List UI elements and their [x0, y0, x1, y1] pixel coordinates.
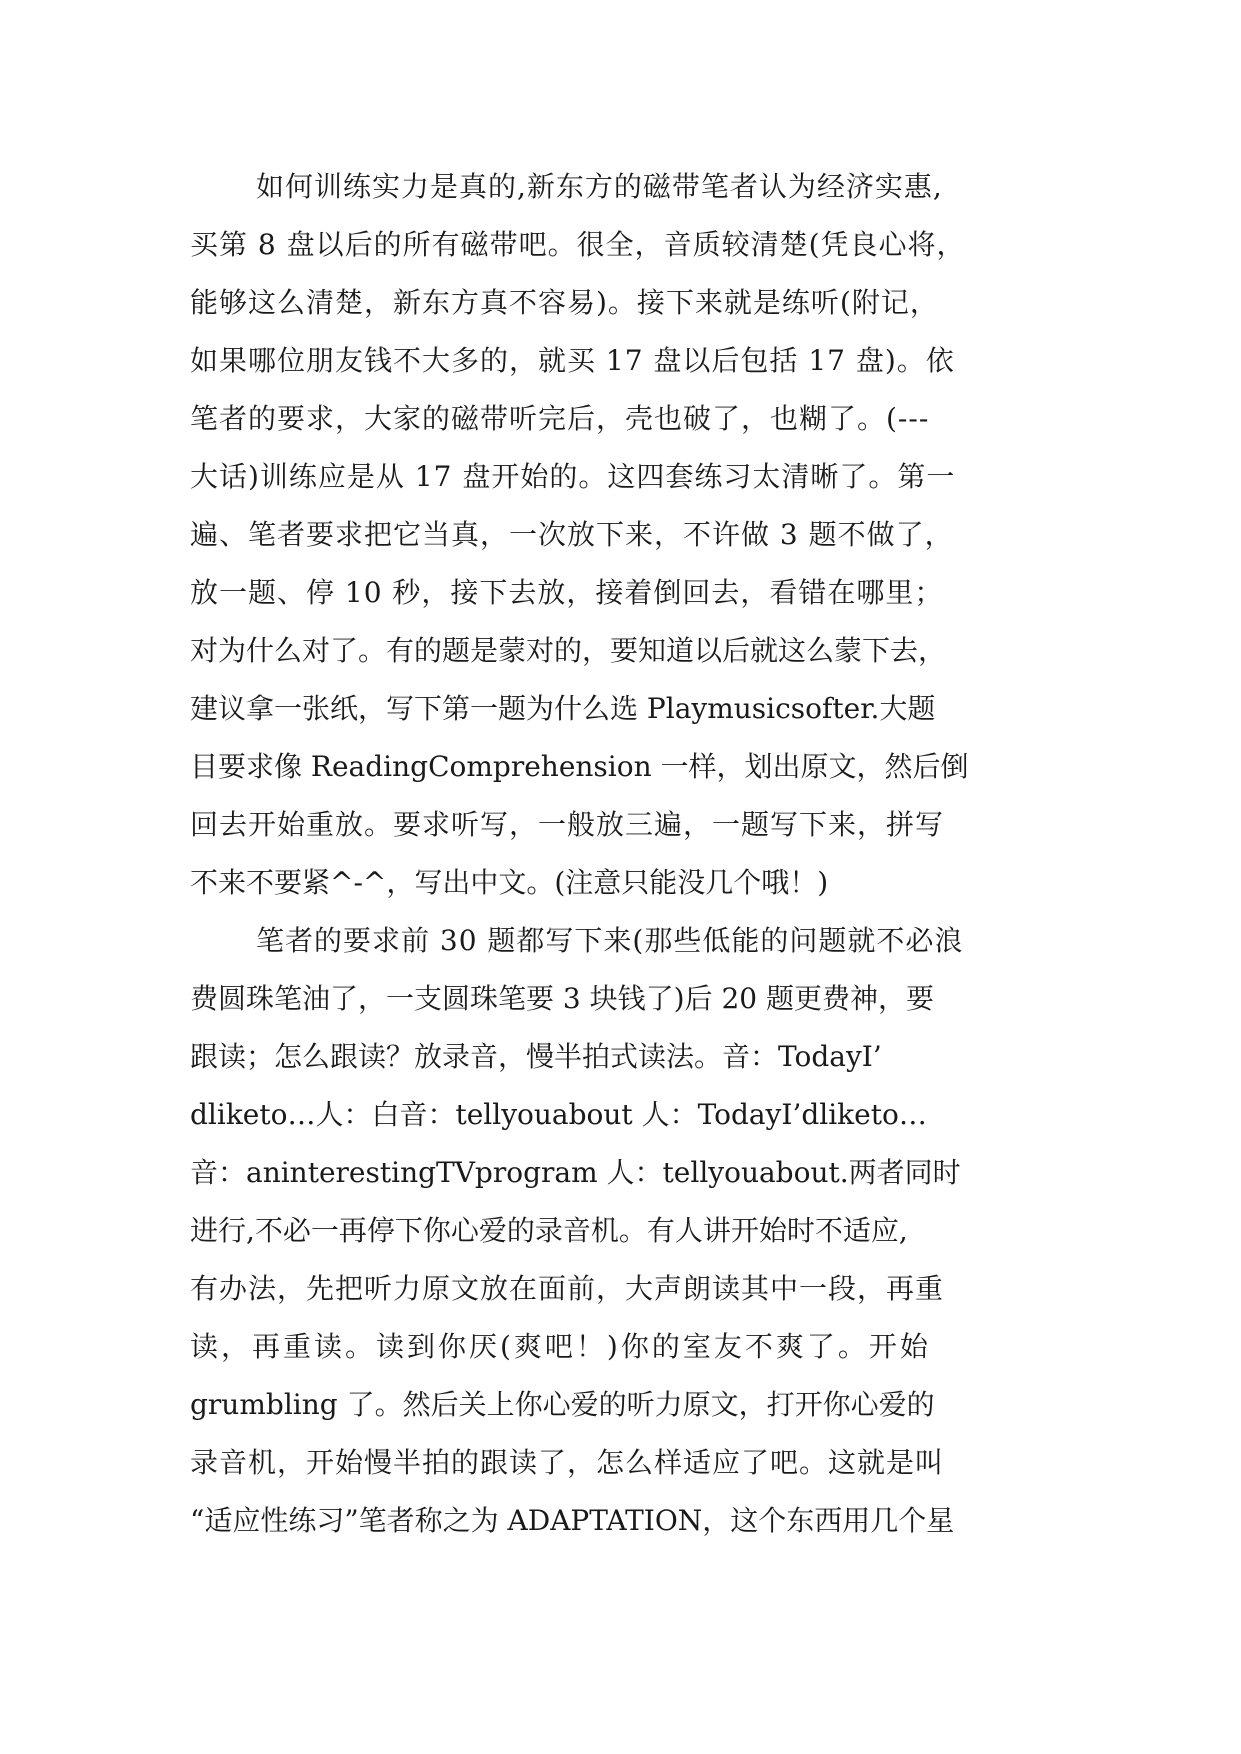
text-line: 遍、笔者要求把它当真，一次放下来，不许做 3 题不做了， [190, 518, 954, 551]
text-line: dliketo…人：白音：tellyouabout 人：TodayI’dliketo… [190, 1098, 927, 1131]
text-line: 笔者的要求前 30 题都写下来(那些低能的问题就不必浪 [256, 924, 964, 957]
text-line: 笔者的要求，大家的磁带听完后，壳也破了，也糊了。(--- [190, 402, 930, 435]
text-line: 大话)训练应是从 17 盘开始的。这四套练习太清晰了。第一 [190, 460, 956, 493]
text-line: 建议拿一张纸，写下第一题为什么选 Playmusicsofter.大题 [190, 692, 936, 725]
text-line: 能够这么清楚，新东方真不容易)。接下来就是练听(附记， [190, 286, 939, 319]
text-line: 跟读；怎么跟读？放录音，慢半拍式读法。音：TodayI’ [190, 1040, 882, 1073]
text-line: 读，再重读。读到你厌(爽吧！)你的室友不爽了。开始 [190, 1330, 931, 1363]
text-line: 进行,不必一再停下你心爱的录音机。有人讲开始时不适应, [190, 1214, 908, 1247]
text-line: 录音机，开始慢半拍的跟读了，怎么样适应了吧。这就是叫 [190, 1446, 945, 1479]
text-line: 目要求像 ReadingComprehension 一样，划出原文，然后倒 [190, 750, 969, 783]
text-line: 如果哪位朋友钱不大多的，就买 17 盘以后包括 17 盘)。依 [190, 344, 955, 377]
text-line: 有办法，先把听力原文放在面前，大声朗读其中一段，再重 [190, 1272, 945, 1305]
text-line: 对为什么对了。有的题是蒙对的，要知道以后就这么蒙下去， [190, 634, 947, 667]
text-line: grumbling 了。然后关上你心爱的听力原文，打开你心爱的 [190, 1388, 935, 1421]
text-line: 不来不要紧^-^，写出中文。(注意只能没几个哦！) [190, 866, 829, 899]
text-line: 回去开始重放。要求听写，一般放三遍，一题写下来，拼写 [190, 808, 945, 841]
text-line: 音：aninterestingTVprogram 人：tellyouabout.两者同时 [190, 1156, 961, 1189]
text-line: 放一题、停 10 秒，接下去放，接着倒回去，看错在哪里； [190, 576, 944, 609]
text-line: “适应性练习”笔者称之为 ADAPTATION，这个东西用几个星 [190, 1504, 955, 1537]
text-line: 买第 8 盘以后的所有磁带吧。很全，音质较清楚(凭良心将， [190, 228, 966, 261]
text-line: 费圆珠笔油了，一支圆珠笔要 3 块钱了)后 20 题更费神，要 [190, 982, 934, 1015]
document-body [190, 158, 1080, 1550]
text-line: 如何训练实力是真的,新东方的磁带笔者认为经济实惠, [256, 170, 943, 203]
